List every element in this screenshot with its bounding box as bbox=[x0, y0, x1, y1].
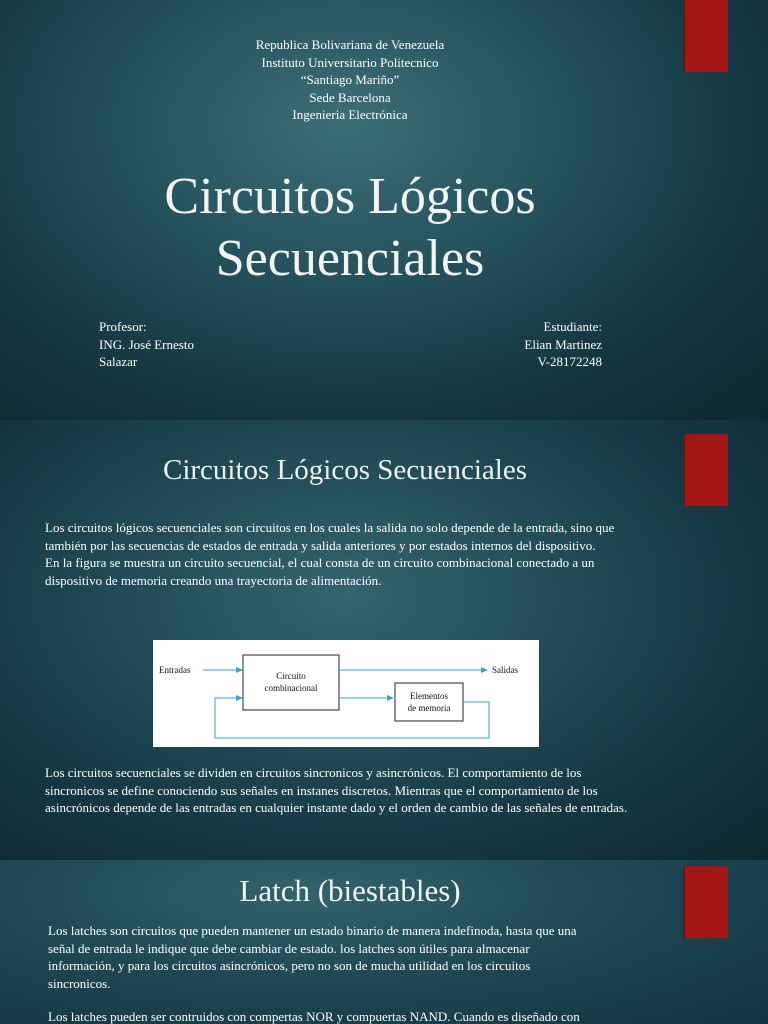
slide-title bbox=[0, 0, 768, 420]
header-line: Ingenieria Electrónica bbox=[292, 107, 408, 122]
student-line: V-28172248 bbox=[537, 354, 602, 369]
paragraph-line: Los latches pueden ser contruidos con compertas NOR y compuertas NAND. Cuando es diseñado con bbox=[48, 1009, 580, 1024]
classification-paragraph bbox=[45, 764, 725, 817]
header-line: Sede Barcelona bbox=[309, 89, 391, 105]
student-line: Estudiante: bbox=[543, 319, 602, 334]
student-line: Elian Martinez bbox=[524, 336, 602, 352]
paragraph-line: dispositivo de memoria creando una trayectoria de alimentación. bbox=[45, 572, 382, 588]
paragraph-line: asincrónicos depende de las entradas en cualquier instante dado y el orden de cambio de las señales de entradas. bbox=[45, 800, 628, 815]
paragraph-line: señal de entrada le indique que debe cambiar de estado. los latches son útiles para almacenar bbox=[48, 940, 530, 956]
combinational-label-line: Circuito bbox=[276, 671, 306, 681]
paragraph-line: sincronicos. bbox=[48, 975, 111, 991]
paragraph-line: también por las secuencias de estados de entrada y salida anteriores y por estados internos del dispositivo. bbox=[45, 537, 596, 553]
diagram-svg bbox=[153, 640, 539, 747]
paragraph-line: Los circuitos lógicos secuenciales son circuitos en los cuales la salida no solo depende de la entrada, sino que bbox=[45, 520, 615, 535]
header-line: Republica Bolivariana de Venezuela bbox=[255, 37, 445, 52]
professor-info bbox=[99, 318, 299, 371]
presentation-title bbox=[80, 166, 620, 290]
slide-sequential-circuits bbox=[0, 420, 768, 860]
memory-block bbox=[395, 683, 463, 721]
accent-bar bbox=[683, 434, 728, 506]
professor-line: Salazar bbox=[99, 354, 138, 369]
outputs-label: Salidas bbox=[492, 665, 518, 675]
intro-paragraph bbox=[45, 519, 705, 589]
paragraph-line: En la figura se muestra un circuito secuencial, el cual consta de un circuito combinacional conectado a un bbox=[45, 555, 595, 570]
slide-heading: Latch (biestables) bbox=[239, 873, 461, 908]
header-line: Instituto Universitario Politecnico bbox=[261, 54, 439, 70]
institution-header bbox=[150, 36, 550, 124]
inputs-label: Entradas bbox=[159, 665, 191, 675]
professor-line: Profesor: bbox=[99, 319, 147, 334]
paragraph-line: información, y para los circuitos asincrónicos, pero no son de mucha utilidad en los circuitos bbox=[48, 958, 531, 973]
latch-construction-paragraph bbox=[48, 1008, 668, 1024]
memory-label-line: Elementos bbox=[410, 691, 448, 701]
latch-paragraph bbox=[48, 922, 648, 992]
professor-line: ING. José Ernesto bbox=[99, 336, 194, 352]
student-info bbox=[402, 318, 602, 371]
combinational-label-line: combinacional bbox=[264, 683, 318, 693]
title-line: Circuitos Lógicos bbox=[164, 168, 536, 225]
accent-bar bbox=[683, 866, 728, 938]
memory-label-line: de memoria bbox=[407, 703, 451, 713]
paragraph-line: Los circuitos secuenciales se dividen en circuitos sincronicos y asincrónicos. El comportamiento de los bbox=[45, 765, 582, 780]
title-line: Secuenciales bbox=[215, 230, 485, 287]
header-line: “Santiago Mariño” bbox=[300, 72, 400, 87]
sequential-circuit-diagram bbox=[153, 640, 539, 747]
accent-bar bbox=[683, 0, 728, 72]
slide-heading: Circuitos Lógicos Secuenciales bbox=[162, 454, 527, 486]
paragraph-line: Los latches son circuitos que pueden mantener un estado binario de manera indefinoda, hasta que una bbox=[48, 923, 577, 938]
paragraph-line: sincronicos se define conociendo sus señales en instanes discretos. Mientras que el comportamiento de los bbox=[45, 782, 598, 798]
slide-latch bbox=[0, 860, 768, 1024]
